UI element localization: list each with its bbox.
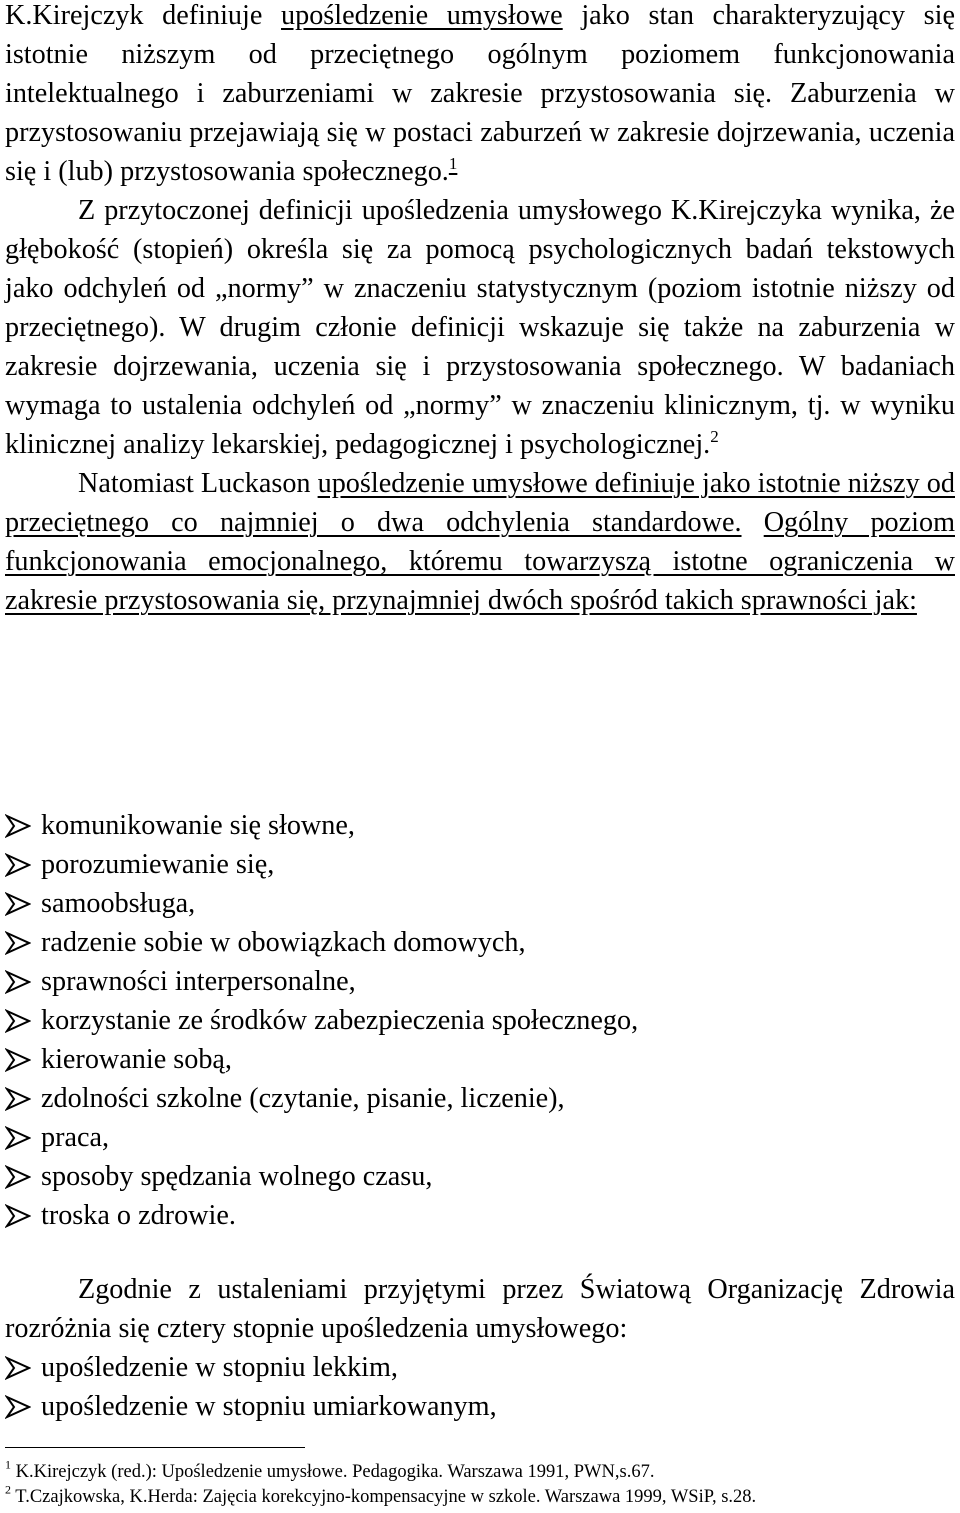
paragraph-text: K.Kirejczyk definiuje: [5, 0, 282, 31]
underlined-definition-continued: Ogólny poziom funkcjonowania emocjonalnego, któremu towarzyszą istotne ograniczenia w zakresie przystosowania się, przynajmniej dwóch spośród takich sprawności jak:: [5, 507, 955, 616]
footnote: [5, 1457, 756, 1485]
arrow-bullet-icon: [5, 1204, 31, 1228]
paragraph-kirejczyk-definition: [5, 0, 955, 191]
spacer-text: [742, 507, 764, 538]
paragraph-luckason-definition: [5, 464, 955, 620]
list-item-text: kierowanie sobą,: [41, 1044, 232, 1075]
arrow-bullet-icon: [5, 970, 31, 994]
who-section: [5, 1270, 955, 1348]
footnote-number: 2: [5, 1482, 11, 1497]
paragraph-text: Z przytoczonej definicji upośledzenia umysłowego K.Kirejczyka wynika, że głębokość (stopień) określa się za pomocą psychologicznych badań tekstowych jako odchyleń od „normy” w znaczeniu statystycznym (poziom istotnie niższy od przeciętnego). W drugim członie definicji wskazuje się także na zaburzenia w zakresie dojrzewania, uczenia się i przystosowania społecznego. W badaniach wymaga to ustalenia odchyleń od „normy” w znaczeniu klinicznym, tj. w wyniku klinicznej analizy lekarskiej, pedagogicznej i psychologicznej.: [5, 195, 955, 460]
list-item-text: radzenie sobie w obowiązkach domowych,: [41, 927, 526, 958]
list-item: [5, 962, 638, 1001]
footnote-ref-2[interactable]: 2: [710, 426, 719, 446]
arrow-bullet-icon: [5, 853, 31, 877]
list-item: [5, 1079, 638, 1118]
arrow-bullet-icon: [5, 1165, 31, 1189]
list-item-text: zdolności szkolne (czytanie, pisanie, liczenie),: [41, 1083, 565, 1114]
underlined-term: upośledzenie umysłowe: [281, 0, 563, 31]
list-item-text: sprawności interpersonalne,: [41, 966, 356, 997]
list-item: [5, 1118, 638, 1157]
paragraph-definition-analysis: [5, 191, 955, 464]
list-item: [5, 845, 638, 884]
arrow-bullet-icon: [5, 814, 31, 838]
list-item-text: sposoby spędzania wolnego czasu,: [41, 1161, 433, 1192]
footnote: [5, 1482, 757, 1510]
list-item-text: upośledzenie w stopniu umiarkowanym,: [41, 1391, 497, 1422]
list-item-text: upośledzenie w stopniu lekkim,: [41, 1352, 398, 1383]
list-item-text: korzystanie ze środków zabezpieczenia społecznego,: [41, 1005, 639, 1036]
arrow-bullet-icon: [5, 1356, 31, 1380]
arrow-bullet-icon: [5, 1395, 31, 1419]
paragraph-text: jako stan charakteryzujący się istotnie niższym od przeciętnego ogólnym poziomem funkcjonowania intelektualnego i zaburzeniami w zakresie przystosowania się. Zaburzenia w przystosowaniu przejawiają się w postaci zaburzeń w zakresie dojrzewania, uczenia się i (lub) przystosowania społecznego.: [5, 0, 955, 187]
underlined-definition: upośledzenie umysłowe definiuje jako istotnie niższy od przeciętnego co najmniej o dwa odchylenia standardowe.: [5, 468, 955, 538]
degrees-list: [5, 1348, 497, 1426]
list-item: [5, 1001, 638, 1040]
arrow-bullet-icon: [5, 892, 31, 916]
list-item-text: samoobsługa,: [41, 888, 196, 919]
paragraph-who-degrees: Zgodnie z ustaleniami przyjętymi przez Światową Organizację Zdrowia rozróżnia się cztery stopnie upośledzenia umysłowego:: [5, 1274, 955, 1344]
list-item: [5, 884, 638, 923]
skills-list: [5, 806, 638, 1235]
list-item: [5, 1157, 638, 1196]
list-item: [5, 923, 638, 962]
list-item-text: praca,: [41, 1122, 110, 1153]
list-item: [5, 1196, 638, 1235]
footnote-text: K.Kirejczyk (red.): Upośledzenie umysłowe. Pedagogika. Warszawa 1991, PWN,s.67.: [11, 1462, 655, 1482]
list-item: [5, 1387, 497, 1426]
arrow-bullet-icon: [5, 1087, 31, 1111]
list-item-text: porozumiewanie się,: [41, 849, 275, 880]
arrow-bullet-icon: [5, 1009, 31, 1033]
list-item: [5, 1348, 497, 1387]
arrow-bullet-icon: [5, 1126, 31, 1150]
footnotes: [5, 1457, 757, 1510]
footnote-ref-1[interactable]: 1: [448, 153, 458, 173]
footnote-separator: [5, 1447, 305, 1448]
arrow-bullet-icon: [5, 1048, 31, 1072]
list-item-text: troska o zdrowie.: [41, 1200, 236, 1231]
list-item: [5, 1040, 638, 1079]
paragraph-text: Natomiast Luckason: [78, 468, 318, 499]
list-item: [5, 806, 638, 845]
footnote-number: 1: [5, 1457, 11, 1472]
arrow-bullet-icon: [5, 931, 31, 955]
footnote-text: T.Czajkowska, K.Herda: Zajęcia korekcyjno-kompensacyjne w szkole. Warszawa 1999, WSiP, s.28.: [11, 1487, 757, 1507]
definitions-section: [5, 0, 955, 620]
list-item-text: komunikowanie się słowne,: [41, 810, 355, 841]
